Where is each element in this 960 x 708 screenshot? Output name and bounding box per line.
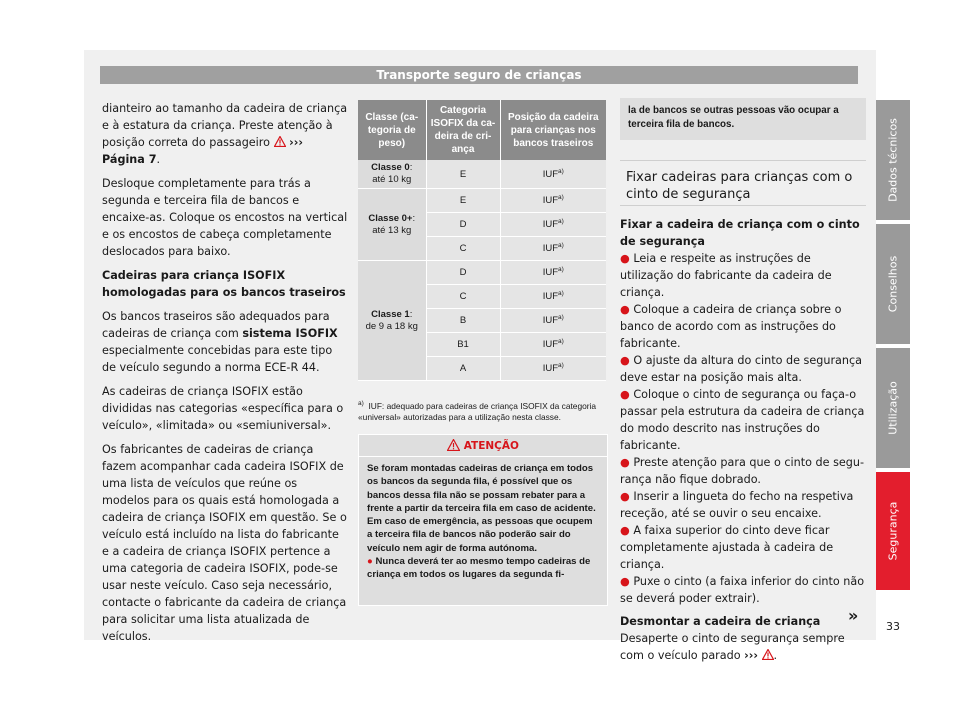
paragraph-emphasis: sistema ISOFIX — [242, 327, 338, 340]
position-cell: IUF$^{a)}$ — [500, 285, 606, 309]
category-cell: A — [426, 357, 500, 381]
bullet-icon: ● — [620, 524, 630, 537]
left-column — [102, 100, 348, 652]
class-cell: Classe 1: de 9 a 18 kg — [358, 261, 426, 381]
class-cell: Classe 0: até 10 kg — [358, 160, 426, 189]
list-item: ● Coloque a cadeira de criança sobre o banco de acordo com as instruções do fabricante. — [620, 303, 842, 350]
class-cell: Classe 0+: até 13 kg — [358, 189, 426, 261]
table-row — [358, 261, 606, 285]
tab-utilizacao[interactable]: Utilização — [876, 348, 910, 468]
table-row — [358, 160, 606, 189]
continue-icon: » — [848, 606, 859, 625]
page-header: Transporte seguro de crianças — [100, 66, 858, 84]
position-cell: IUF$^{a)}$ — [500, 261, 606, 285]
warning-body — [359, 457, 607, 587]
table-row — [358, 189, 606, 213]
warning-text: Se foram montadas cadeiras de criança em todos os bancos da segunda fila, é possível que os bancos dessa fila não se possam rebater para a frente a partir da terceira fila em caso de acidente. Em caso de emergência, as pessoas que ocupem a terceira fila de bancos não poderão sair do veículo nem agir de forma autónoma. — [367, 463, 596, 554]
warning-icon — [447, 439, 460, 451]
warning-title: ATENÇÃO — [463, 440, 519, 452]
category-cell: B — [426, 309, 500, 333]
list-item: ● A faixa superior do cinto deve ficar completamente ajustada à cadeira de criança. — [620, 524, 834, 571]
paragraph — [102, 308, 348, 376]
tab-dados-tecnicos[interactable]: Dados técnicos — [876, 100, 910, 220]
isofix-table — [358, 100, 606, 381]
position-cell: IUF$^{a)}$ — [500, 357, 606, 381]
bullet-icon: ● — [620, 252, 630, 265]
tab-seguranca[interactable]: Segurança — [876, 472, 910, 590]
paragraph-text: dianteiro ao tamanho da cadeira de criança e à estatura da criança. Preste atenção à posição correta do passageiro — [102, 102, 348, 149]
list-item: ● O ajuste da altura do cinto de segurança deve estar na posição mais alta. — [620, 354, 862, 384]
tab-conselhos[interactable]: Conselhos — [876, 224, 910, 344]
bullet-icon: ● — [620, 388, 630, 401]
list-item: ● Coloque o cinto de segurança ou faça-o passar pela estrutura da cadeira de criança do modo descrito nas instruções do fabricante. — [620, 388, 865, 452]
category-cell: C — [426, 285, 500, 309]
subheading: Desmontar a cadeira de criança — [620, 615, 821, 628]
table-header: Posição da cadeira para crianças nos bancos traseiros — [500, 100, 606, 160]
warning-header — [359, 435, 607, 457]
paragraph — [102, 100, 348, 168]
section-title: Fixar cadeiras para crianças com o cinto de segurança — [620, 160, 866, 206]
position-cell: IUF$^{a)}$ — [500, 309, 606, 333]
list-item: ● Preste atenção para que o cinto de segurança não fique dobrado. — [620, 456, 865, 486]
right-column — [620, 216, 866, 664]
paragraph: Os fabricantes de cadeiras de criança fazem acompanhar cada cadeira ISOFIX de uma lista de veículos que reúne os modelos para os quais está homologada a cadeira de criança ISOFIX em questão. Se o veículo está incluído na lista do fabricante e a cadeira de criança ISOFIX pertence a uma categoria de cadeira ISOFIX, pode-se usar neste veículo. Caso seja necessário, contacte o fabricante da cadeira de criança para solicitar uma lista atualizada de veículos. — [102, 443, 347, 643]
category-cell: E — [426, 160, 500, 189]
category-cell: C — [426, 237, 500, 261]
position-cell: IUF$^{a)}$ — [500, 189, 606, 213]
paragraph: Desloque completamente para trás a segunda e terceira fila de bancos e encaixe-as. Coloque os encostos na vertical e os encostos de cabeça completamente deslocados para baixo. — [102, 177, 348, 258]
category-cell: E — [426, 189, 500, 213]
list-item: ● Puxe o cinto (a faixa inferior do cinto não se deverá poder extrair). — [620, 575, 865, 605]
table-header: Classe (categoria de peso) — [358, 100, 426, 160]
reference-link[interactable]: ››› — [744, 649, 758, 662]
warning-continuation: la de bancos se outras pessoas vão ocupar a terceira fila de bancos. — [620, 98, 866, 140]
position-cell: IUF$^{a)}$ — [500, 333, 606, 357]
paragraph-text: . — [156, 153, 161, 166]
warning-bullet: ● Nunca deverá ter ao mesmo tempo cadeiras de criança em todos os lugares da segunda fi- — [367, 556, 591, 581]
paragraph-text: especialmente concebidas para este tipo de veículo segundo a norma ECE-R 44. — [102, 344, 333, 374]
table-header: Categoria ISOFIX da cadeira de criança — [426, 100, 500, 160]
page-reference-link[interactable]: ››› Página 7 — [102, 136, 303, 166]
bullet-icon: ● — [620, 575, 630, 588]
bullet-icon: ● — [367, 556, 373, 568]
bullet-icon: ● — [620, 303, 630, 316]
subheading: Fixar a cadeira de criança com o cinto de segurança — [620, 218, 860, 248]
list-item: ● Inserir a lingueta do fecho na respetiva receção, até se ouvir o seu encaixe. — [620, 490, 854, 520]
bullet-icon: ● — [620, 456, 630, 469]
list-item: ● Leia e respeite as instruções de utilização do fabricante da cadeira de criança. — [620, 252, 832, 299]
position-cell: IUF$^{a)}$ — [500, 160, 606, 189]
warning-icon — [762, 649, 774, 660]
bullet-icon: ● — [620, 490, 630, 503]
paragraph: As cadeiras de criança ISOFIX estão divididas nas categorias «específica para o veículo», «limitada» ou «semiuniversal». — [102, 385, 344, 432]
section-heading: Cadeiras para criança ISOFIX homologadas para os bancos traseiros — [102, 269, 346, 299]
warning-box — [358, 434, 608, 606]
paragraph-text: Os bancos traseiros são adequados para cadeiras de criança com — [102, 310, 330, 340]
table-footnote: $^{a)}$ IUF: adequado para cadeiras de criança ISOFIX da categoria «universal» autorizadas para a utilização nesta classe. — [358, 400, 597, 422]
category-cell: D — [426, 213, 500, 237]
bullet-icon: ● — [620, 354, 630, 367]
page-number: 33 — [886, 620, 900, 633]
category-cell: B1 — [426, 333, 500, 357]
position-cell: IUF$^{a)}$ — [500, 237, 606, 261]
position-cell: IUF$^{a)}$ — [500, 213, 606, 237]
paragraph: Desaperte o cinto de segurança sempre com o veículo parado ››› . — [620, 632, 845, 662]
warning-icon — [274, 136, 286, 147]
category-cell: D — [426, 261, 500, 285]
